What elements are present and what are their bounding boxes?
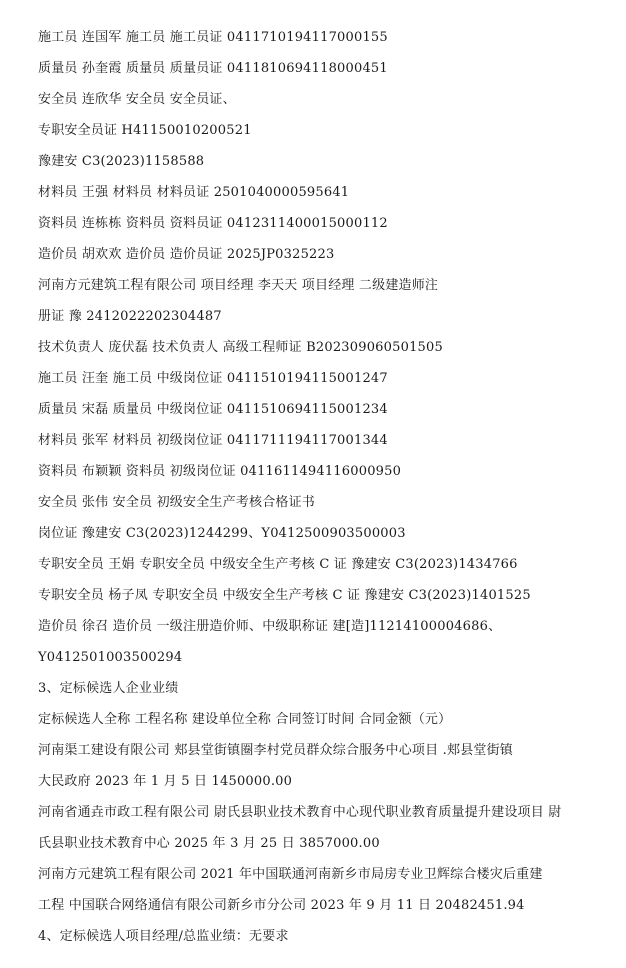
text-line: 河南渠工建设有限公司 郏县堂街镇圈李村党员群众综合服务中心项目 .郏县堂街镇 <box>38 743 513 758</box>
text-line: 造价员 胡欢欢 造价员 造价员证 2025JP0325223 <box>38 247 335 262</box>
text-line: 豫建安 C3(2023)1158588 <box>38 154 205 169</box>
text-line: 河南方元建筑工程有限公司 2021 年中国联通河南新乡市局房专业卫辉综合楼灾后重建 <box>38 867 543 882</box>
table-header-line: 定标候选人全称 工程名称 建设单位全称 合同签订时间 合同金额（元） <box>38 712 452 727</box>
text-line: 资料员 连栋栋 资料员 资料员证 0412311400015000112 <box>38 216 388 231</box>
section-heading: 4、定标候选人项目经理/总监业绩：无要求 <box>38 929 289 944</box>
text-line: 安全员 张伟 安全员 初级安全生产考核合格证书 <box>38 495 315 510</box>
text-line: 造价员 徐召 造价员 一级注册造价师、中级职称证 建[造]11214100004686、 <box>38 619 502 634</box>
text-line: 质量员 宋磊 质量员 中级岗位证 0411510694115001234 <box>38 402 388 417</box>
text-line: 材料员 王强 材料员 材料员证 2501040000595641 <box>38 185 350 200</box>
text-line: 河南省通垚市政工程有限公司 尉氏县职业技术教育中心现代职业教育质量提升建设项目 尉 <box>38 805 562 820</box>
text-line: 大民政府 2023 年 1 月 5 日 1450000.00 <box>38 774 293 789</box>
text-line: 质量员 孙奎霞 质量员 质量员证 0411810694118000451 <box>38 61 388 76</box>
text-line: 氏县职业技术教育中心 2025 年 3 月 25 日 3857000.00 <box>38 836 380 851</box>
text-line: 施工员 汪奎 施工员 中级岗位证 0411510194115001247 <box>38 371 388 386</box>
text-line: 专职安全员证 H41150010200521 <box>38 123 252 138</box>
text-line: 技术负责人 庞伏磊 技术负责人 高级工程师证 B202309060501505 <box>38 340 443 355</box>
text-line: 工程 中国联合网络通信有限公司新乡市分公司 2023 年 9 月 11 日 20482451.94 <box>38 898 525 913</box>
text-line: 材料员 张军 材料员 初级岗位证 0411711194117001344 <box>38 433 388 448</box>
text-line: 专职安全员 杨子凤 专职安全员 中级安全生产考核 C 证 豫建安 C3(2023)1401525 <box>38 588 531 603</box>
text-line: 资料员 布颖颖 资料员 初级岗位证 0411611494116000950 <box>38 464 402 479</box>
text-line: 册证 豫 2412022202304487 <box>38 309 222 324</box>
text-line: 施工员 连国军 施工员 施工员证 0411710194117000155 <box>38 30 388 45</box>
text-line: 河南方元建筑工程有限公司 项目经理 李天天 项目经理 二级建造师注 <box>38 278 439 293</box>
text-line: 专职安全员 王娟 专职安全员 中级安全生产考核 C 证 豫建安 C3(2023)1434766 <box>38 557 518 572</box>
text-line: Y0412501003500294 <box>38 650 183 665</box>
section-heading: 3、定标候选人企业业绩 <box>38 681 179 696</box>
text-line: 岗位证 豫建安 C3(2023)1244299、Y0412500903500003 <box>38 526 406 541</box>
text-line: 安全员 连欣华 安全员 安全员证、 <box>38 92 236 107</box>
